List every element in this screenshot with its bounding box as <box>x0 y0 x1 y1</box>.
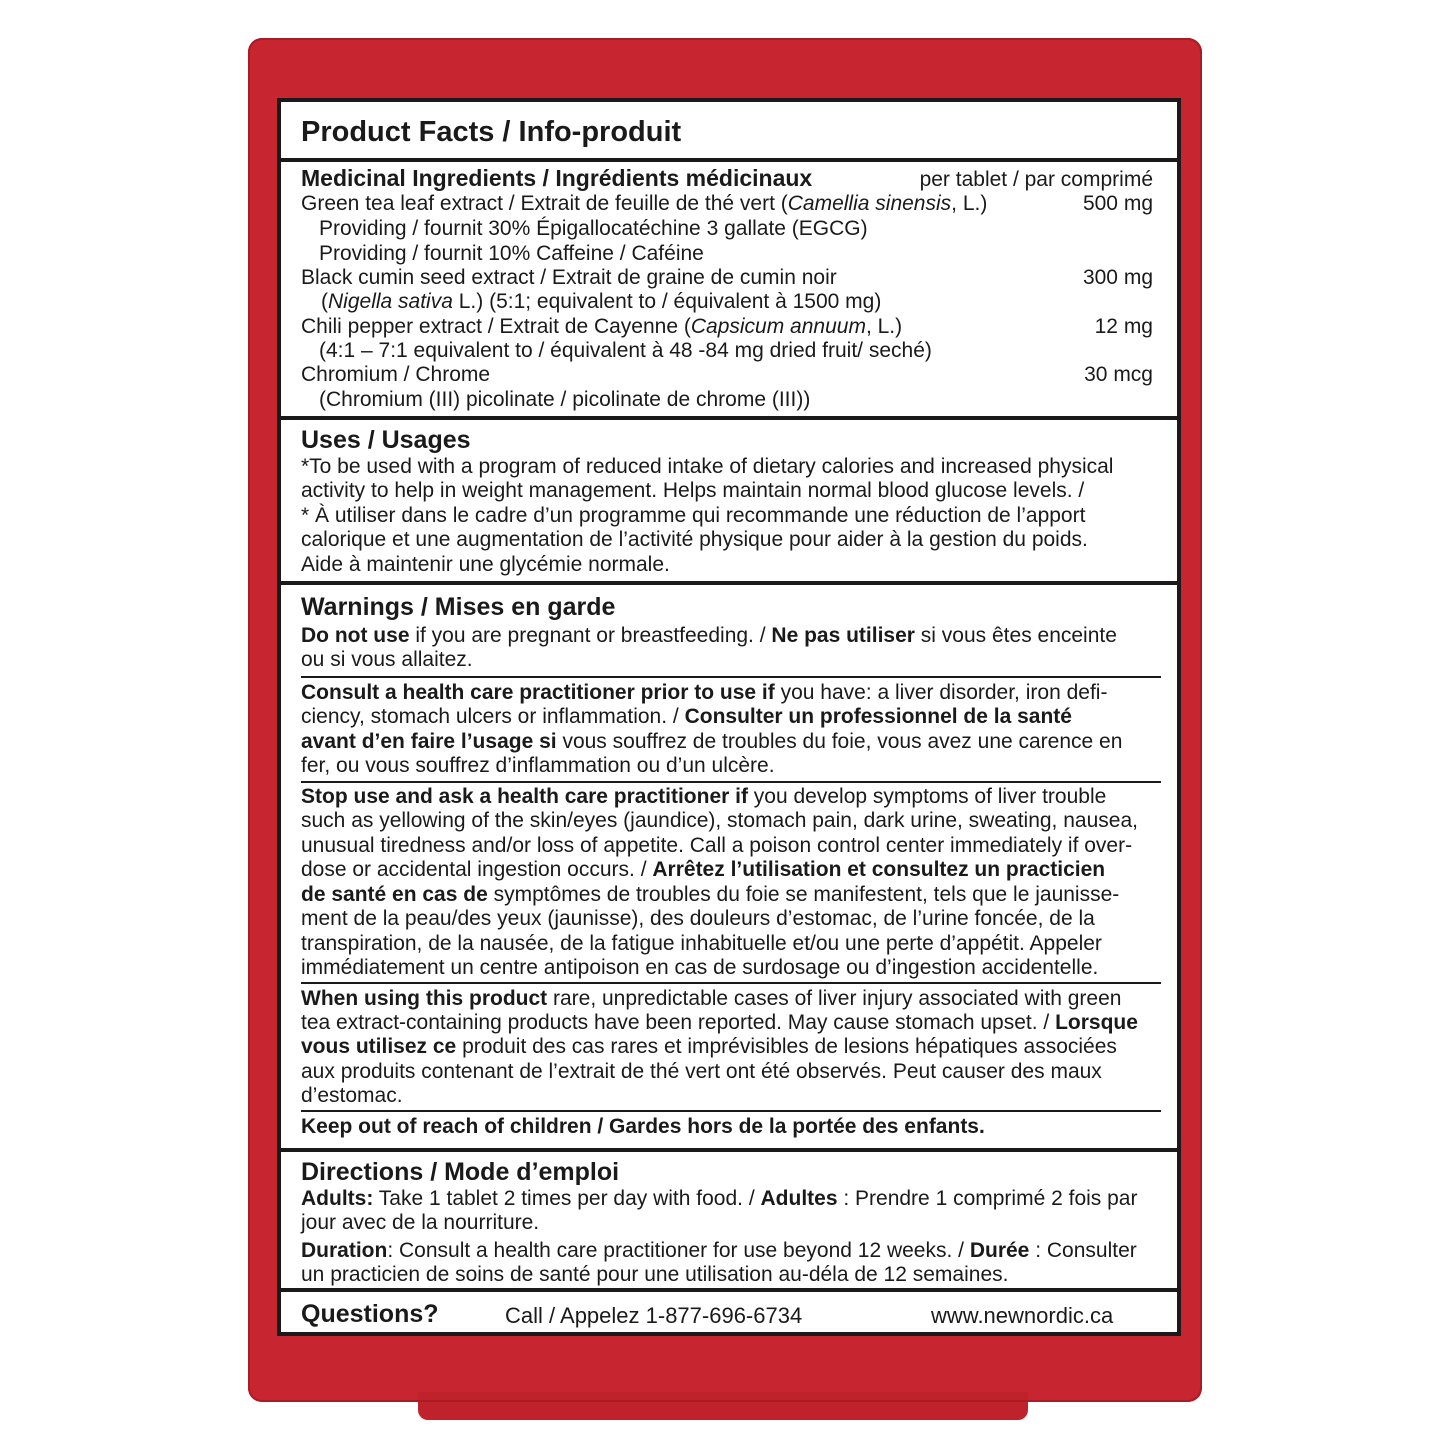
pregnancy-text: if you are pregnant or breastfeeding. / <box>409 624 772 647</box>
ingredients-heading: Medicinal Ingredients / Ingrédients médicinaux <box>301 165 813 191</box>
chili-amount: 12 mg <box>1094 315 1153 338</box>
ingredient-chili <box>301 315 902 339</box>
warning-consult-3 <box>301 730 1122 754</box>
uses-line-2: activity to help in weight management. Helps maintain normal blood glucose levels. / <box>301 479 1085 502</box>
warning-consult-2 <box>301 705 1072 729</box>
directions-adults-1 <box>301 1187 1137 1211</box>
warning-when-4: aux produits contenant de l’extrait de thé vert ont été observés. Peut causer des maux <box>301 1060 1102 1083</box>
sante-bold: de santé en cas de <box>301 883 488 906</box>
consult-text-2: ciency, stomach ulcers or inflammation. / <box>301 705 685 728</box>
ingredient-green-tea <box>301 192 987 216</box>
warning-stop-1 <box>301 785 1106 809</box>
green-tea-name-end: , L.) <box>951 192 988 215</box>
stop-bold: Stop use and ask a health care practitioner if <box>301 785 748 808</box>
when-using-text-3: produit des cas rares et imprévisibles de lesions hépatiques associées <box>456 1035 1117 1058</box>
per-tablet-label: per tablet / par comprimé <box>919 168 1153 191</box>
panel-title: Product Facts / Info-produit <box>301 116 682 148</box>
divider <box>301 676 1161 678</box>
black-cumin-amount: 300 mg <box>1082 266 1153 289</box>
lorsque-bold: Lorsque <box>1055 1011 1138 1034</box>
chili-name-end: , L.) <box>865 315 903 338</box>
warning-stop-7: transpiration, de la nausée, de la fatigue inhabituelle et/ou une perte d’appétit. Appeler <box>301 932 1102 955</box>
adultes-bold: Adultes <box>760 1187 838 1210</box>
warning-stop-3: unusual tiredness and/or loss of appetite. Call a poison control center immediately if over- <box>301 834 1133 857</box>
package-tab <box>418 1392 1028 1420</box>
consult-text-3: vous souffrez de troubles du foie, vous avez une carence en <box>556 730 1123 753</box>
divider <box>301 781 1161 783</box>
black-cumin-ratio: L.) (5:1; equivalent to / équivalent à 1500 mg) <box>452 290 882 313</box>
warning-stop-4 <box>301 858 1105 882</box>
consult-bold: Consult a health care practitioner prior to use if <box>301 681 775 704</box>
uses-line-3: * À utiliser dans le cadre d’un programme qui recommande une réduction de l’apport <box>301 504 1086 527</box>
adultes-text: : Prendre 1 comprimé 2 fois par <box>837 1187 1138 1210</box>
phone-number: Call / Appelez 1-877-696-6734 <box>505 1303 803 1328</box>
warning-when-5: d’estomac. <box>301 1084 403 1107</box>
black-cumin-latin: Nigella sativa <box>328 290 453 313</box>
ingredient-black-cumin: Black cumin seed extract / Extrait de graine de cumin noir <box>301 266 837 289</box>
uses-line-5: Aide à maintenir une glycémie normale. <box>301 553 670 576</box>
warning-consult-1 <box>301 681 1107 705</box>
ingredient-chromium: Chromium / Chrome <box>301 363 491 386</box>
website: www.newnordic.ca <box>931 1303 1114 1328</box>
product-facts-panel <box>277 98 1181 1336</box>
ne-pas-utiliser: Ne pas utiliser <box>771 624 915 647</box>
warning-children: Keep out of reach of children / Gardes hors de la portée des enfants. <box>301 1115 985 1138</box>
warning-stop-6: ment de la peau/des yeux (jaunisse), des douleurs d’estomac, de l’urine foncée, de la <box>301 907 1095 930</box>
divider <box>301 982 1161 984</box>
warning-stop-5 <box>301 883 1119 907</box>
duree-bold: Durée <box>969 1239 1030 1262</box>
warning-pregnancy-2: ou si vous allaitez. <box>301 648 473 671</box>
uses-line-1: *To be used with a program of reduced intake of dietary calories and increased physical <box>301 455 1114 478</box>
consult-text: you have: a liver disorder, iron defi- <box>774 681 1108 704</box>
warning-when-1 <box>301 987 1121 1011</box>
chromium-amount: 30 mcg <box>1084 363 1153 386</box>
adults-text: Take 1 tablet 2 times per day with food. / <box>373 1187 761 1210</box>
arretez-bold: Arrêtez l’utilisation et consultez un practicien <box>652 858 1106 881</box>
black-cumin-paren: ( <box>321 290 328 313</box>
warnings-heading: Warnings / Mises en garde <box>301 593 616 621</box>
warning-stop-8: immédiatement un centre antipoison en cas de surdosage ou d’ingestion accidentelle. <box>301 956 1099 979</box>
uses-line-4: calorique et une augmentation de l’activité physique pour aider à la gestion du poids. <box>301 528 1088 551</box>
stop-text-4: dose or accidental ingestion occurs. / <box>301 858 653 881</box>
warning-consult-4: fer, ou vous souffrez d’inflammation ou d’un ulcère. <box>301 754 775 777</box>
enceinte-text: si vous êtes enceinte <box>914 624 1117 647</box>
warning-when-2 <box>301 1011 1138 1035</box>
green-tea-egcg: Providing / fournit 30% Épigallocatéchine 3 gallate (EGCG) <box>319 217 868 240</box>
when-using-bold: When using this product <box>301 987 548 1010</box>
adults-bold: Adults: <box>301 1187 374 1210</box>
duree-text: : Consulter <box>1029 1239 1137 1262</box>
when-using-text: rare, unpredictable cases of liver injury associated with green <box>547 987 1122 1010</box>
do-not-use: Do not use <box>301 624 410 647</box>
uses-section <box>281 416 1177 581</box>
when-using-text-2: tea extract-containing products have been reported. May cause stomach upset. / <box>301 1011 1056 1034</box>
green-tea-amount: 500 mg <box>1082 192 1153 215</box>
warnings-section <box>281 581 1177 1148</box>
avant-bold: avant d’en faire l’usage si <box>301 730 557 753</box>
chromium-detail: (Chromium (III) picolinate / picolinate de chrome (III)) <box>319 388 811 411</box>
directions-duration-2: un practicien de soins de santé pour une utilisation au-déla de 12 semaines. <box>301 1263 1009 1286</box>
green-tea-name: Green tea leaf extract / Extrait de feuille de thé vert ( <box>301 192 788 215</box>
divider <box>301 1110 1161 1112</box>
chili-name: Chili pepper extract / Extrait de Cayenne ( <box>301 315 691 338</box>
black-cumin-detail <box>321 290 881 314</box>
directions-adults-2: jour avec de la nourriture. <box>301 1211 540 1234</box>
warning-pregnancy <box>301 624 1117 648</box>
ingredients-section <box>281 158 1177 416</box>
questions-label: Questions? <box>301 1300 439 1328</box>
uses-heading: Uses / Usages <box>301 426 471 454</box>
green-tea-latin: Camellia sinensis <box>787 192 952 215</box>
green-tea-caffeine: Providing / fournit 10% Caffeine / Caféine <box>319 242 704 265</box>
title-section <box>281 102 1177 158</box>
stop-text-5: symptômes de troubles du foie se manifestent, tels que le jaunisse- <box>487 883 1120 906</box>
vous-utilisez-bold: vous utilisez ce <box>301 1035 457 1058</box>
directions-duration-1 <box>301 1239 1137 1263</box>
duration-bold: Duration <box>301 1239 388 1262</box>
stop-text: you develop symptoms of liver trouble <box>747 785 1107 808</box>
directions-section <box>281 1148 1177 1288</box>
directions-heading: Directions / Mode d’emploi <box>301 1158 620 1186</box>
warning-stop-2: such as yellowing of the skin/eyes (jaundice), stomach pain, dark urine, sweating, nausea, <box>301 809 1138 832</box>
warning-when-3 <box>301 1035 1117 1059</box>
chili-detail: (4:1 – 7:1 equivalent to / équivalent à 48 -84 mg dried fruit/ seché) <box>319 339 932 362</box>
questions-section <box>281 1288 1177 1336</box>
duration-text: : Consult a health care practitioner for use beyond 12 weeks. / <box>387 1239 970 1262</box>
consulter-bold: Consulter un professionnel de la santé <box>684 705 1072 728</box>
chili-latin: Capsicum annuum <box>690 315 866 338</box>
